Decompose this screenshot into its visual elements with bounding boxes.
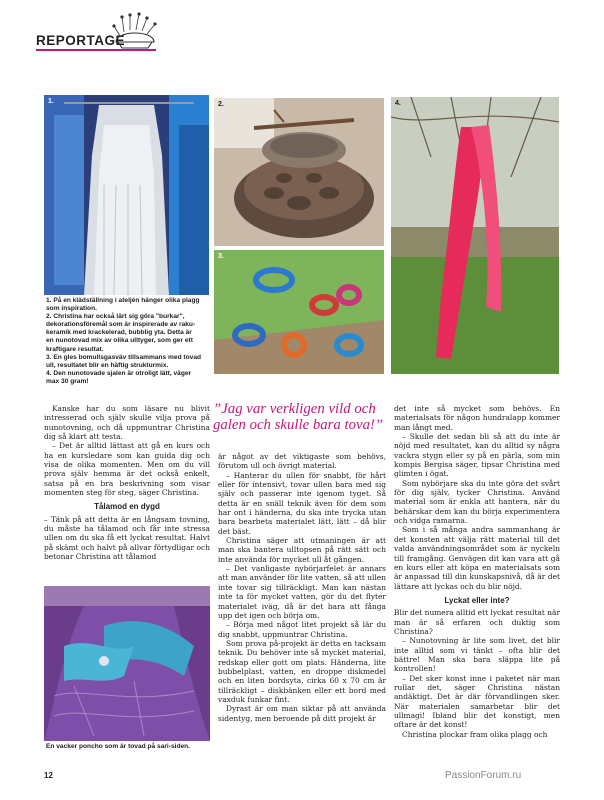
caption-line: en nunotovad mix av olika ulltyger, som ger ett (46, 337, 193, 345)
column-3 (394, 404, 560, 739)
paragraph: – Det sker konst inne i paketet när man rullar det, säger Christina nästan andäktigt. Det är där förvandlingen sker. När materialen samarbetar blir det ullmagi! Ibland blir det konstigt, men oftare är det konst! (394, 673, 560, 730)
pincushion-icon (112, 12, 158, 50)
section-label: REPORTAGE (36, 33, 126, 48)
photo-number: 3. (218, 253, 224, 260)
caption-line: keramik med krackelerad, bubblig yta. Detta är (46, 329, 192, 337)
photo-number: 1. (48, 98, 54, 105)
paragraph: Som i så många andra sammanhang är det konsten att välja rätt material till det valda användningsområdet som är nyckeln till framgång. Genvägen dit kan vara att gå en kurs eller att köpa en materialsats som är anpassad till din kunskapsnivå, då är det lättare att lyckas och du blir nöjd. (394, 525, 560, 591)
photo-poncho (44, 586, 210, 741)
paragraph: – Börja med något litet projekt så lär du dig snabbt, uppmuntrar Christina. (218, 620, 386, 639)
paragraph: Dyrast är om man siktar på att använda sidentyg, men beroende på ditt projekt är (218, 704, 386, 723)
photo-pink-scarf (391, 97, 559, 374)
caption-line: 2. Christina har också lärt sig göra "burkar", (46, 313, 185, 321)
photo-felt-pot (214, 98, 384, 246)
caption-line: kraftigare resultat. (46, 345, 104, 353)
caption-line: ull, resultatet blir en häftig strukturmix. (46, 361, 169, 369)
column-1 (44, 404, 210, 562)
paragraph: – Det är alltid lättast att gå en kurs och ha en kursledare som kan guida dig och visa de olika momenten. Men om du vill prova själv hemma är det också enkelt, satsa på en bra beskrivning som visar momenten steg för steg, säger Christina. (44, 441, 210, 498)
paragraph: – Hanterar du ullen för snabbt, för hårt eller för intensivt, tovar ullen bara med sig själv och passerar inte igenom tyget. Så detta är en snäll teknik även för dem som har ont i händerna, du ska inte trycka utan bara bearbeta materialet lätt, lätt – då blir det bäst. (218, 470, 386, 536)
column-2 (218, 452, 386, 723)
caption-line: dekorationsföremål som är inspirerade av raku- (46, 321, 196, 329)
poncho-caption: En vacker poncho som är tovad på sari-siden. (46, 743, 191, 750)
photo-number: 2. (218, 101, 224, 108)
subheading: Tålamod en dygd (94, 502, 160, 512)
caption-line: 4. Den nunotovade sjalen är otroligt lätt, väger (46, 369, 192, 377)
paragraph: Som prova på-projekt är detta en tacksam teknik. Du behöver inte så mycket material, redskap eller gott om plats. Händerna, lite bubbelplast, vatten, en droppe diskmedel och en liten bordsyta, cirka 60 x 70 cm är tillräckligt – diskbänken eller ett bord med vaxduk funkar fint. (218, 638, 386, 704)
subheading: Lyckat eller inte? (444, 595, 510, 605)
paragraph: – Det vanligaste nybörjarfelet är annars att man använder för lite vatten, så att ullen inte tovar sig tillräckligt. Man kan nästan inte ta för mycket vatten, gör du det flyter materialet iväg, då är det bara att fånga upp det igen och börja om. (218, 564, 386, 620)
photo-caption (46, 297, 218, 386)
paragraph: Kanske har du som läsare nu blivit intresserad och själv skulle vilja prova på nunotovning, och då uppmuntrar Christina dig så klart att testa. (44, 404, 210, 442)
paragraph: är något av det viktigaste som behövs, förutom ull och övrigt material. (218, 452, 386, 471)
photo-number: 4. (395, 100, 401, 107)
header-rule (36, 49, 156, 51)
photo-dresses (44, 95, 209, 295)
caption-line: 3. En gles bomullsgasväv tillsammans med tovad (46, 353, 202, 361)
paragraph: – Skulle det sedan bli så att du inte är nöjd med resultatet, kan du alltid sy några vackra stygn eller sy på en pärla, som min kompis Bergisa säger, tipsar Christina med glimten i ögat. (394, 432, 560, 479)
paragraph: Som nybörjare ska du inte göra det svårt för dig själv, tycker Christina. Använd material som är enkla att hantera, när du behärskar dem kan du börja experimentera och vidga ramarna. (394, 478, 560, 526)
photo-green-felt (214, 250, 384, 374)
caption-line: 1. På en klädställning i ateljén hänger olika plagg (46, 297, 200, 304)
paragraph: Christina säger att utmaningen är att man ska bantera ulltopsen på rätt sätt och inte använda för mycket ull åt gången. (218, 536, 386, 564)
watermark: PassionForum.ru (445, 770, 522, 781)
paragraph: – Tänk på att detta är en långsam tovning, du måste ha tålamod och får inte stressa ullen om du ska få ett lyckat resultat. Halvt på skämt och halvt på allvar förtydligar och betonar Christina att tålamod (44, 514, 210, 562)
page-number: 12 (44, 771, 53, 780)
paragraph: Christina plockar fram olika plagg och (402, 729, 548, 739)
caption-line: som inspiration. (46, 305, 97, 313)
paragraph: det inte så mycket som behövs. En materialsats för någon hundralapp kommer man långt med. (394, 404, 560, 432)
paragraph: Blir det numera alltid ett lyckat resultat när man är så erfaren och duktig som Christina? (394, 608, 561, 636)
caption-line: max 30 gram! (46, 377, 89, 385)
paragraph: – Nunotovning är lite som livet, det blir inte alltid som vi tänkt – ofta blir det bättre! Man ska bara släppa lite på kontrollen! (394, 636, 560, 674)
pull-quote: ”Jag var verkligen vild och galen och skulle bara tova!” (213, 401, 384, 433)
